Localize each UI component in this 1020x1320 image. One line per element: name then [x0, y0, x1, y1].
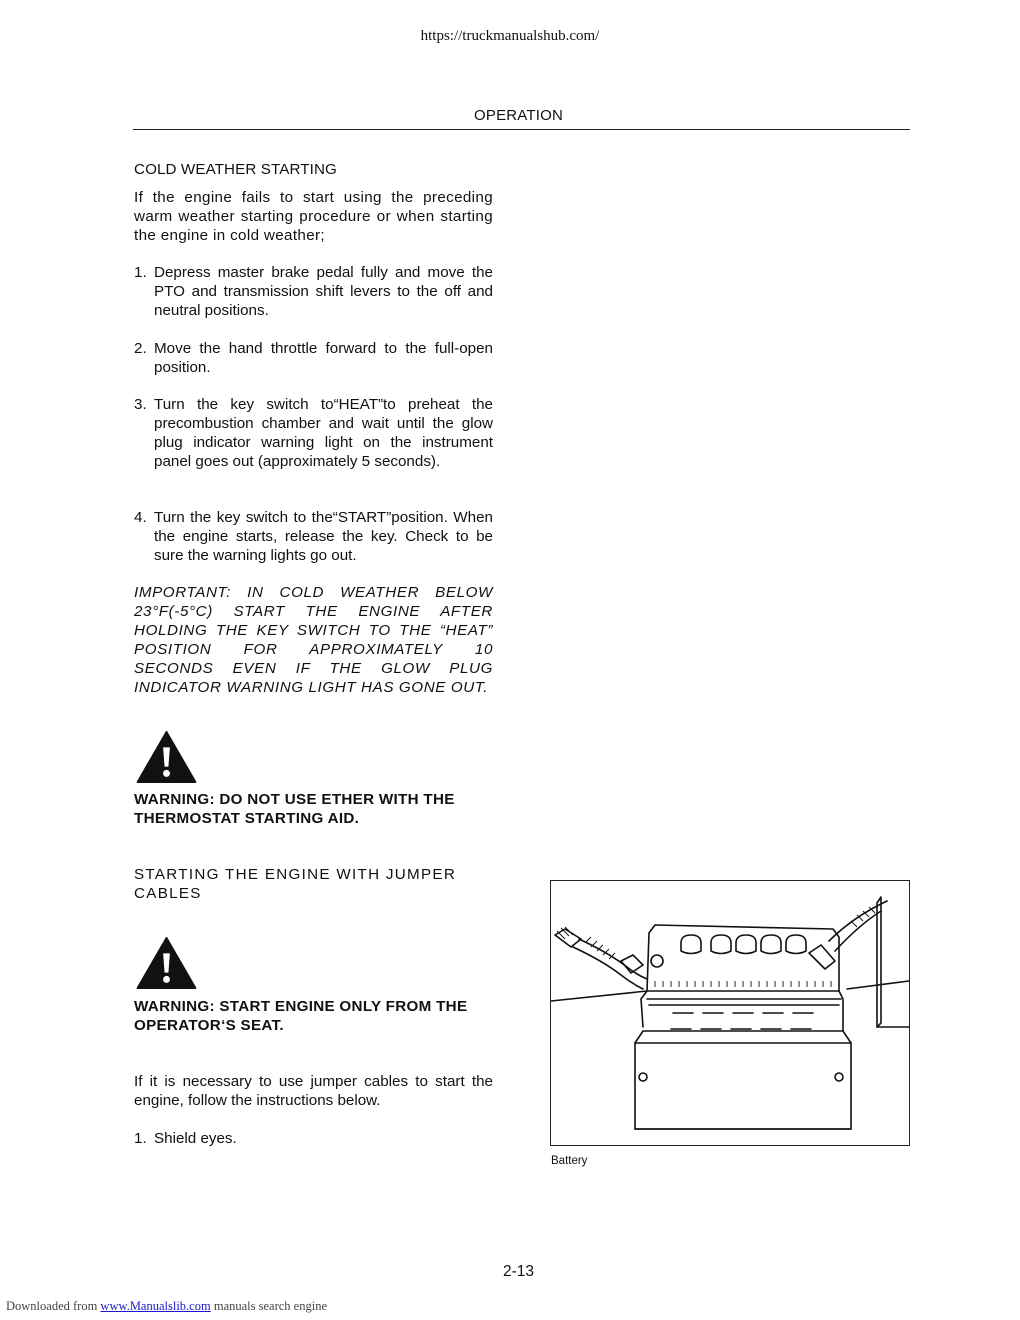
figure-caption: Battery	[551, 1155, 588, 1167]
battery-figure	[550, 880, 910, 1146]
step-text: Turn the key switch to“HEAT”to preheat the precombustion chamber and wait until the glow plug indicator warning light on the instrument panel goes out (approximately 5 seconds).	[154, 396, 493, 470]
operator-seat-warning: WARNING: START ENGINE ONLY FROM THE OPERATOR‘S SEAT.	[134, 998, 468, 1034]
cold-step-4	[134, 508, 493, 565]
warning-triangle-icon	[135, 730, 198, 784]
step-text: Move the hand throttle forward to the full-open position.	[154, 340, 493, 376]
cold-step-3	[134, 395, 493, 471]
cold-weather-intro: If the engine fails to start using the preceding warm weather starting procedure or when starting the engine in cold weather;	[134, 189, 493, 244]
step-text: Turn the key switch to the“START”position. When the engine starts, release the key. Check to be sure the warning lights go out.	[154, 509, 493, 564]
step-number: 2.	[134, 340, 147, 357]
ether-warning: WARNING: DO NOT USE ETHER WITH THE THERMOSTAT STARTING AID.	[134, 791, 455, 827]
cold-step-2	[134, 339, 493, 377]
section-header: OPERATION	[474, 107, 564, 124]
download-footer	[6, 1299, 327, 1314]
battery-illustration	[551, 881, 909, 1145]
manualslib-link[interactable]: www.Manualslib.com	[100, 1299, 211, 1313]
important-note: IMPORTANT: IN COLD WEATHER BELOW 23°F(-5°C) START THE ENGINE AFTER HOLDING THE KEY SWITCH TO THE “HEAT” POSITION FOR APPROXIMATELY 10 SECONDS EVEN IF THE GLOW PLUG INDICATOR WARNING LIGHT HAS GONE OUT.	[134, 584, 493, 696]
cold-weather-heading: COLD WEATHER STARTING	[134, 161, 337, 178]
step-text: Depress master brake pedal fully and move the PTO and transmission shift levers to the off and neutral positions.	[154, 264, 493, 319]
jumper-intro: If it is necessary to use jumper cables to start the engine, follow the instructions below.	[134, 1073, 493, 1109]
page-number: 2-13	[503, 1263, 535, 1280]
step-number: 1.	[134, 264, 147, 281]
step-number: 3.	[134, 396, 147, 413]
warning-triangle-icon	[135, 936, 198, 990]
step-text: Shield eyes.	[154, 1130, 237, 1147]
footer-prefix: Downloaded from	[6, 1299, 98, 1313]
step-number: 4.	[134, 509, 147, 526]
cold-step-1	[134, 263, 493, 320]
footer-suffix: manuals search engine	[213, 1299, 327, 1313]
jumper-step-1	[134, 1129, 493, 1148]
jumper-heading: STARTING THE ENGINE WITH JUMPER CABLES	[134, 866, 457, 902]
step-number: 1.	[134, 1130, 147, 1147]
header-divider	[133, 129, 910, 130]
source-url: https://truckmanualshub.com/	[420, 28, 600, 44]
